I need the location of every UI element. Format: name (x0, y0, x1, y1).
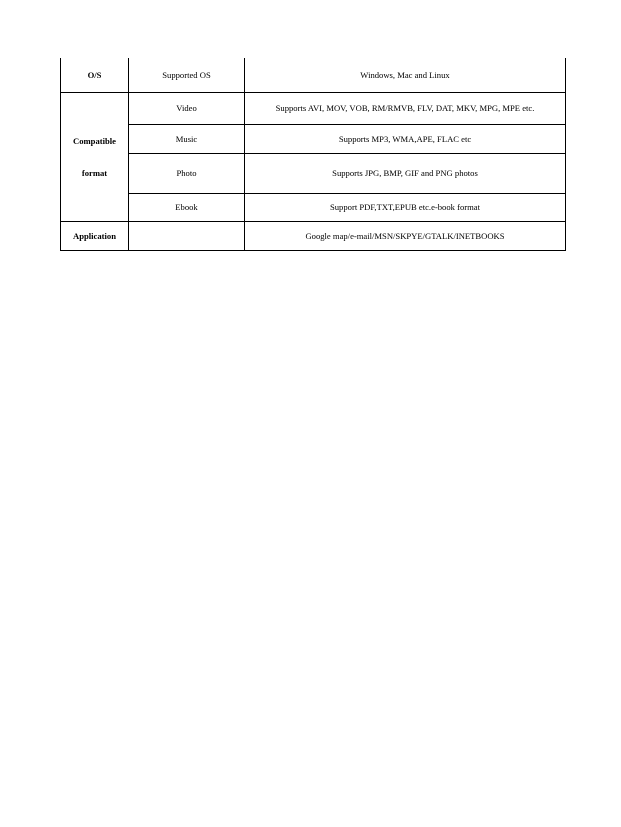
value-ebook: Support PDF,TXT,EPUB etc.e-book format (245, 193, 566, 221)
item-application (129, 221, 245, 250)
category-compatible-label: Compatible (73, 135, 116, 146)
value-photo: Supports JPG, BMP, GIF and PNG photos (245, 153, 566, 193)
table-row-ebook (61, 193, 566, 221)
value-supported-os: Windows, Mac and Linux (245, 58, 566, 92)
category-format-label: format (81, 167, 108, 178)
value-video: Supports AVI, MOV, VOB, RM/RMVB, FLV, DAT, MKV, MPG, MPE etc. (245, 92, 566, 124)
category-application: Application (61, 221, 129, 250)
specification-table (60, 58, 566, 251)
category-os: O/S (61, 58, 129, 92)
item-photo: Photo (129, 153, 245, 193)
table-row-video (61, 92, 566, 124)
item-video: Video (129, 92, 245, 124)
table-row-photo (61, 153, 566, 193)
item-ebook: Ebook (129, 193, 245, 221)
value-application: Google map/e-mail/MSN/SKPYE/GTALK/INETBOOKS (245, 221, 566, 250)
item-supported-os: Supported OS (129, 58, 245, 92)
item-music: Music (129, 124, 245, 153)
table-row-music (61, 124, 566, 153)
table-row-application (61, 221, 566, 250)
value-music: Supports MP3, WMA,APE, FLAC etc (245, 124, 566, 153)
table-row-os (61, 58, 566, 92)
category-compatible-format (61, 92, 129, 221)
